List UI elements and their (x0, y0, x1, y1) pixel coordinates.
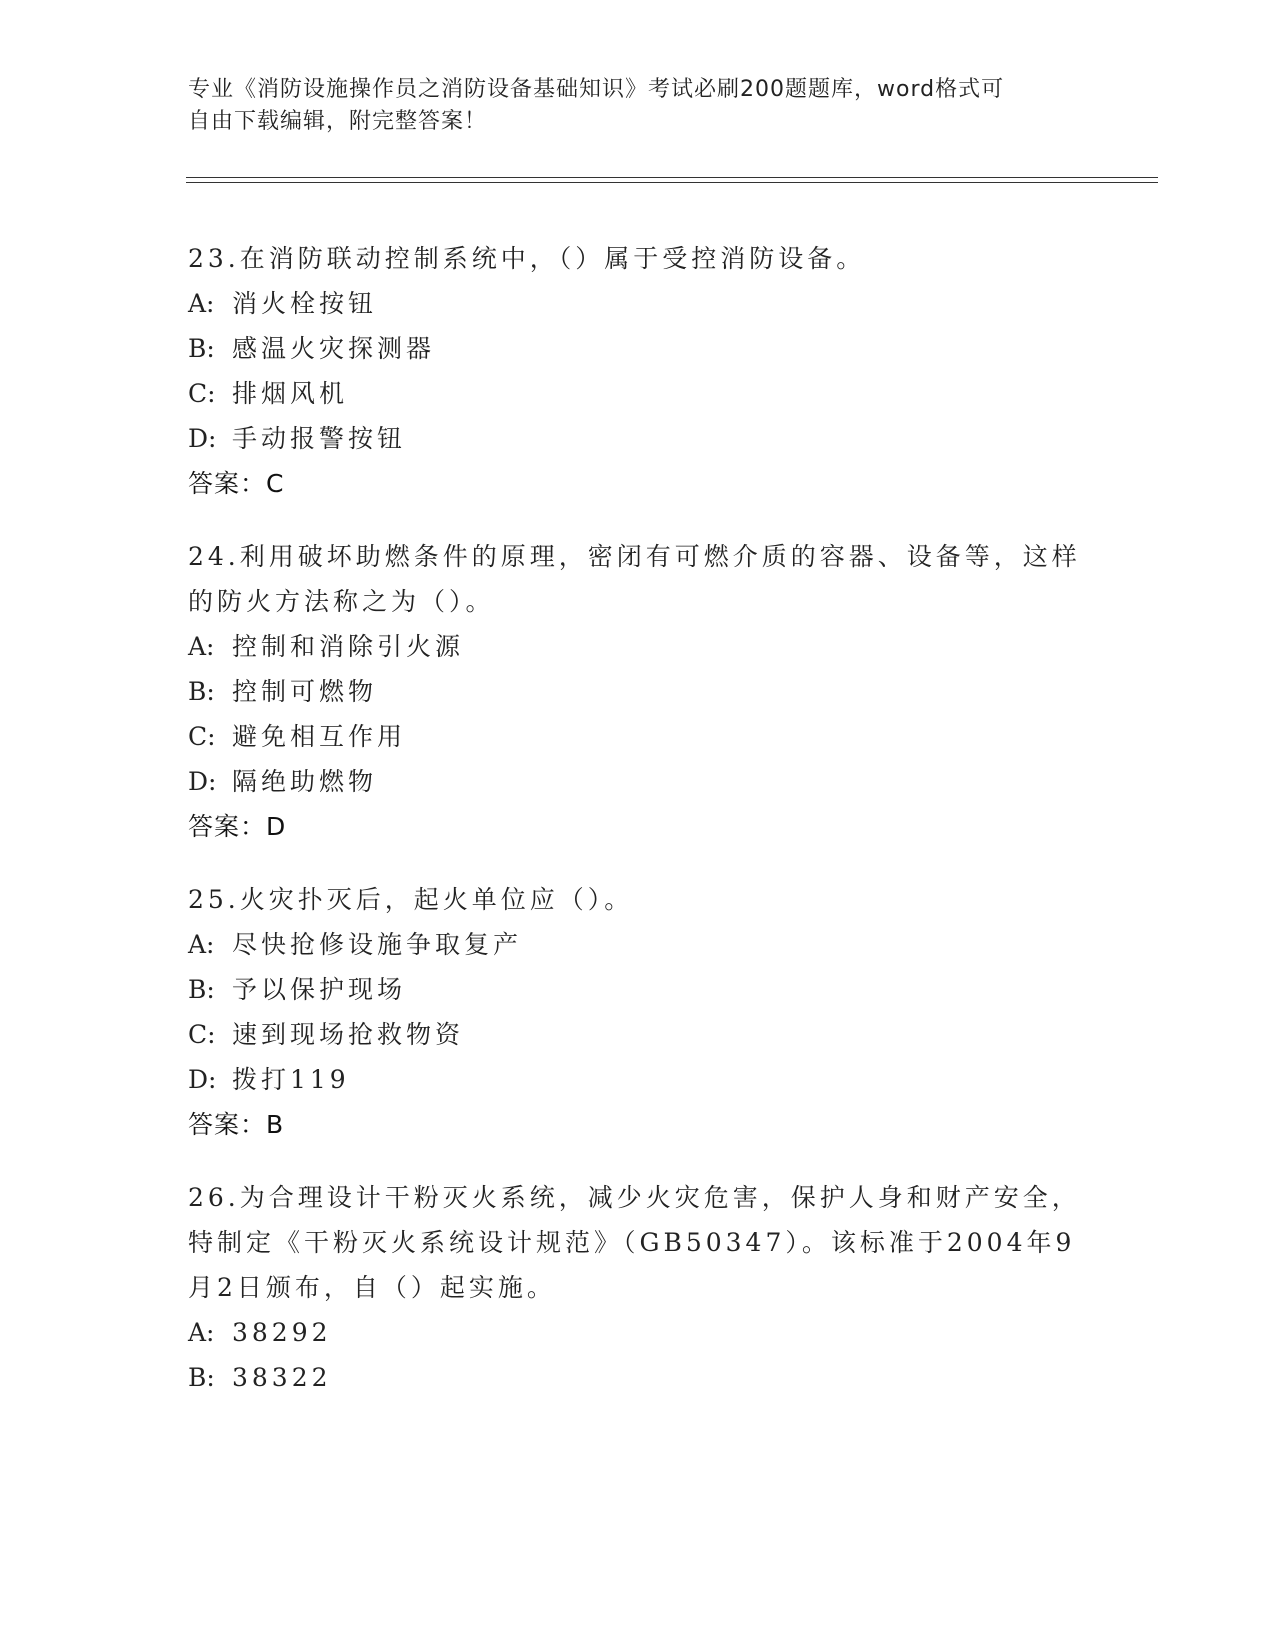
question-23 (188, 236, 1088, 506)
option-b (188, 1355, 1088, 1400)
question-text: 24.利用破坏助燃条件的原理，密闭有可燃介质的容器、设备等，这样的防火方法称之为（）。 (188, 542, 1081, 616)
option-text: 控制和消除引火源 (232, 632, 465, 661)
question-text: 23.在消防联动控制系统中，（）属于受控消防设备。 (188, 244, 866, 273)
option-text: 感温火灾探测器 (232, 334, 436, 363)
header-line-2: 自由下载编辑，附完整答案！ (188, 109, 488, 134)
option-c (188, 1012, 1088, 1057)
option-letter: D: (188, 424, 217, 453)
option-letter: A: (188, 930, 215, 959)
question-25 (188, 877, 1088, 1147)
option-b (188, 967, 1088, 1012)
option-letter: C: (188, 722, 216, 751)
option-b (188, 326, 1088, 371)
question-list (188, 236, 1088, 1428)
option-letter: A: (188, 632, 215, 661)
option-letter: B: (188, 677, 215, 706)
option-letter: B: (188, 334, 215, 363)
option-a (188, 922, 1088, 967)
option-text: 38322 (232, 1363, 332, 1392)
option-a (188, 624, 1088, 669)
option-text: 排烟风机 (232, 379, 349, 408)
option-letter: C: (188, 379, 216, 408)
option-letter: A: (188, 1318, 215, 1347)
option-text: 拨打119 (232, 1065, 350, 1094)
option-a (188, 281, 1088, 326)
document-header (188, 74, 1088, 138)
option-text: 速到现场抢救物资 (232, 1020, 465, 1049)
option-letter: B: (188, 1363, 215, 1392)
question-text: 26.为合理设计干粉灭火系统，减少火灾危害，保护人身和财产安全，特制定《干粉灭火系统设计规范》（GB50347）。该标准于2004年9月2日颁布，自（）起实施。 (188, 1183, 1081, 1302)
option-a (188, 1310, 1088, 1355)
option-letter: B: (188, 975, 215, 1004)
answer-line: 答案：D (188, 812, 287, 841)
option-letter: D: (188, 1065, 217, 1094)
option-text: 消火栓按钮 (232, 289, 378, 318)
option-text: 38292 (232, 1318, 332, 1347)
option-letter: D: (188, 767, 217, 796)
option-text: 控制可燃物 (232, 677, 378, 706)
header-divider-top (186, 177, 1158, 178)
option-d (188, 1057, 1088, 1102)
header-line-1: 专业《消防设施操作员之消防设备基础知识》考试必刷200题题库，word格式可 (188, 77, 1005, 102)
option-letter: A: (188, 289, 215, 318)
option-c (188, 371, 1088, 416)
question-26 (188, 1175, 1088, 1400)
option-b (188, 669, 1088, 714)
option-letter: C: (188, 1020, 216, 1049)
answer-line: 答案：B (188, 1110, 285, 1139)
header-divider-bottom (186, 182, 1158, 183)
option-text: 予以保护现场 (232, 975, 407, 1004)
option-text: 手动报警按钮 (232, 424, 407, 453)
option-c (188, 714, 1088, 759)
option-d (188, 759, 1088, 804)
question-text: 25.火灾扑灭后，起火单位应（）。 (188, 885, 634, 914)
option-d (188, 416, 1088, 461)
question-24 (188, 534, 1088, 849)
answer-line: 答案：C (188, 469, 285, 498)
option-text: 尽快抢修设施争取复产 (232, 930, 523, 959)
option-text: 避免相互作用 (232, 722, 407, 751)
option-text: 隔绝助燃物 (232, 767, 378, 796)
